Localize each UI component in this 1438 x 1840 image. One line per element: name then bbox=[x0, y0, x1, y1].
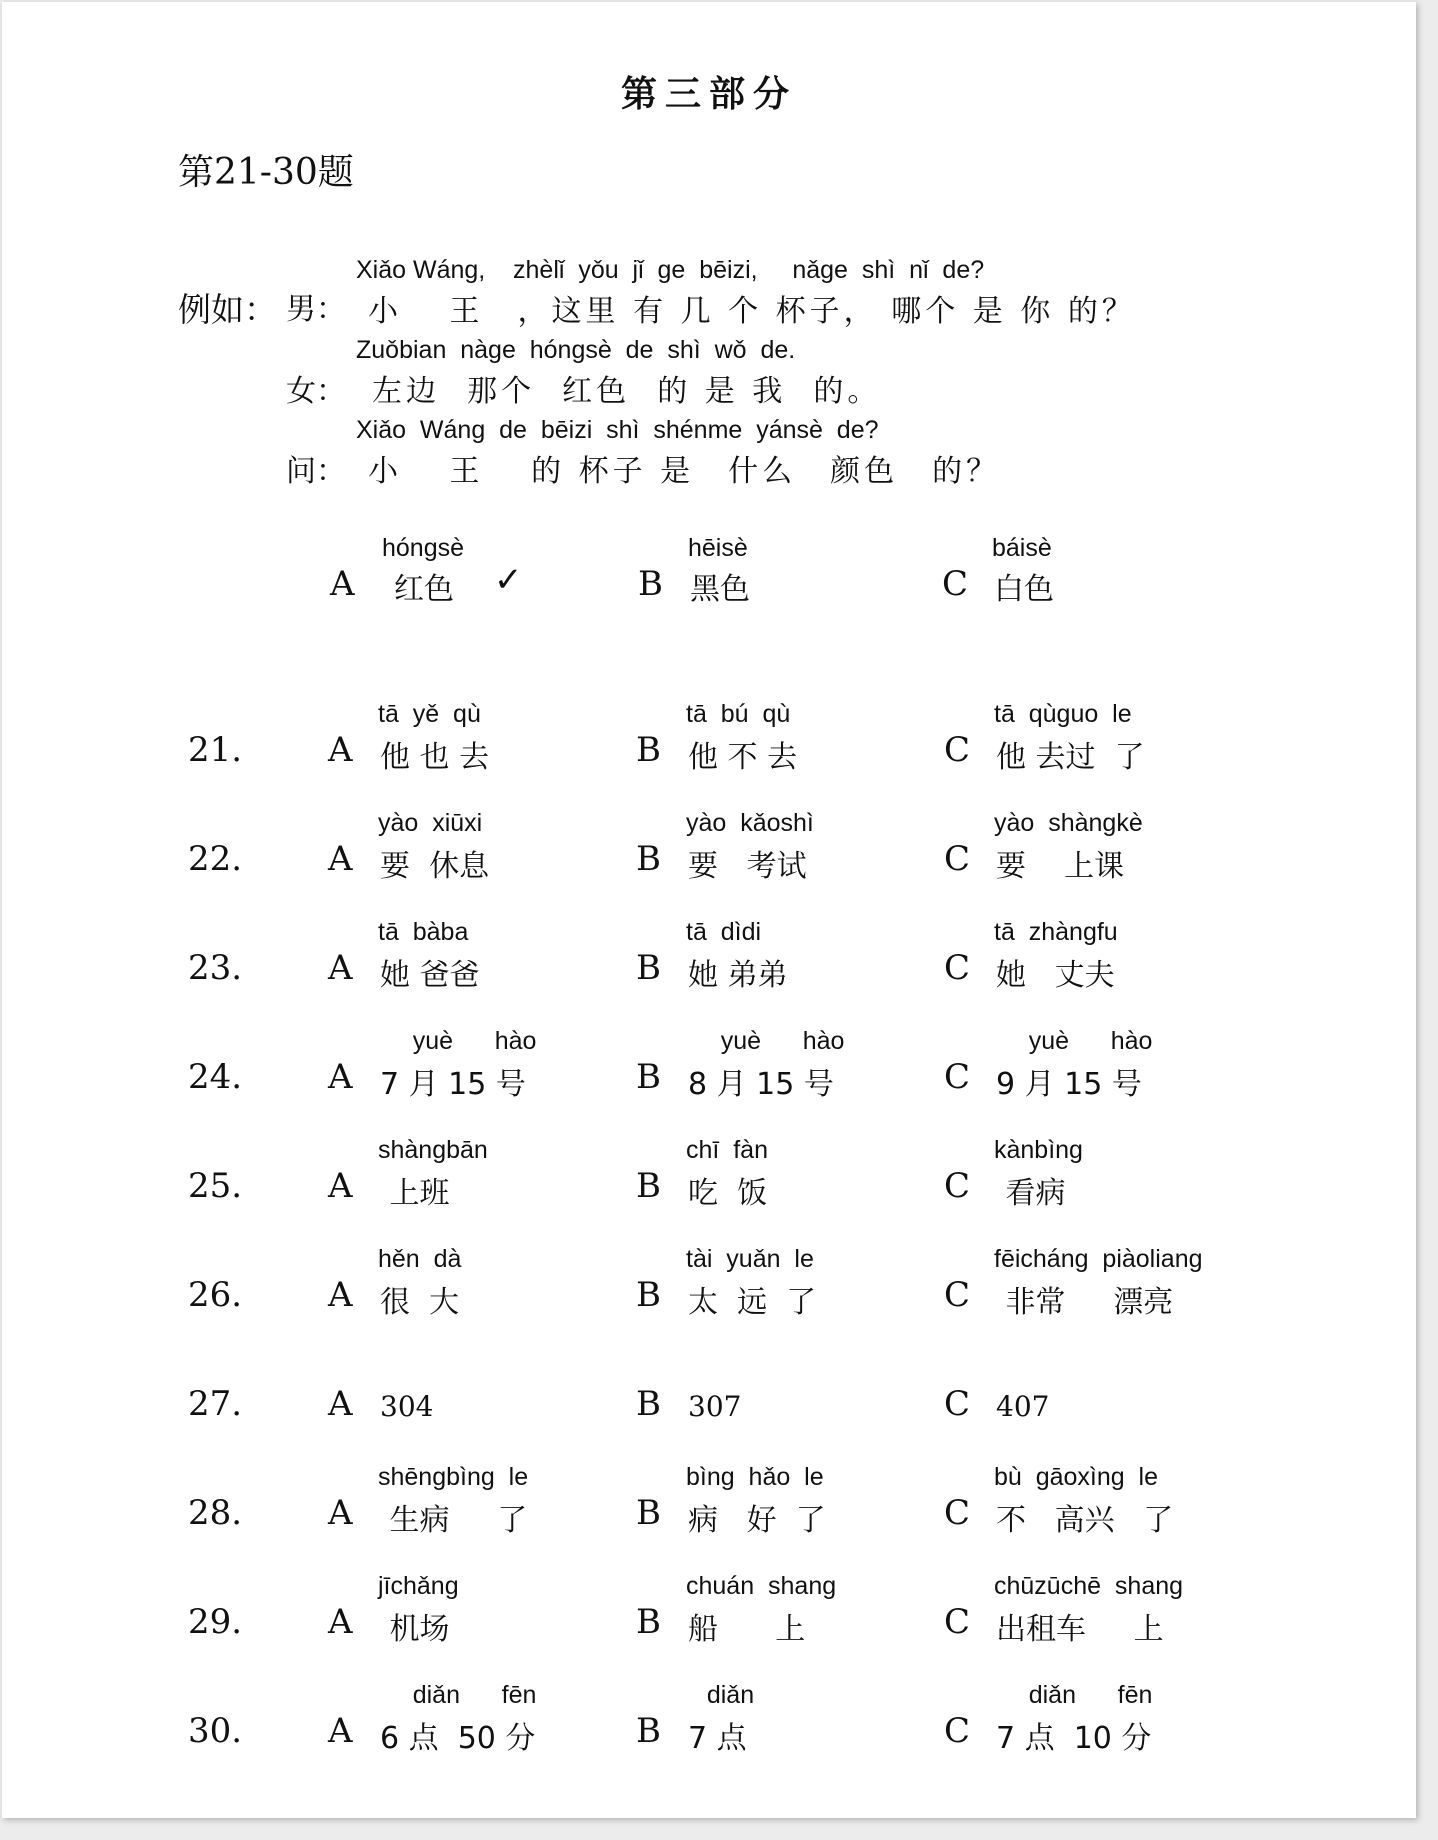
option-pinyin: tā bàba bbox=[378, 918, 469, 946]
option-text: 要 休息 bbox=[380, 849, 490, 884]
option-letter: A bbox=[328, 1275, 353, 1315]
example-question-speaker: 问： bbox=[286, 454, 346, 489]
option-pinyin: tài yuǎn le bbox=[686, 1245, 814, 1273]
option-text: 7 点 10 分 bbox=[996, 1721, 1152, 1756]
option-text: 8 月 15 号 bbox=[688, 1067, 834, 1102]
option-text: 他 不 去 bbox=[688, 740, 798, 775]
option-text: 407 bbox=[996, 1390, 1050, 1423]
example-label: 例如： bbox=[178, 290, 277, 329]
option-letter: A bbox=[328, 1166, 353, 1206]
example-woman-hanzi: 左边 那个 红色 的 是 我 的。 bbox=[372, 374, 882, 409]
option-text: 上班 bbox=[380, 1176, 450, 1211]
option-text: 太 远 了 bbox=[688, 1285, 817, 1320]
question-number: 29. bbox=[188, 1602, 243, 1642]
option-text: 出租车 上 bbox=[996, 1612, 1164, 1647]
option-pinyin: tā bú qù bbox=[686, 700, 791, 728]
example-option-c-hanzi: 白色 bbox=[994, 572, 1054, 607]
option-letter: A bbox=[328, 730, 353, 770]
option-text: 生病 了 bbox=[380, 1503, 528, 1538]
option-letter: C bbox=[944, 1057, 971, 1097]
question-number: 25. bbox=[188, 1166, 243, 1206]
example-option-b-pinyin: hēisè bbox=[688, 534, 748, 562]
check-mark-icon: ✓ bbox=[494, 560, 523, 600]
option-letter: B bbox=[636, 1711, 661, 1751]
option-pinyin: yuè hào bbox=[378, 1027, 537, 1055]
example-man-hanzi: 小 王 ，这里 有 几 个 杯子， 哪个 是 你 的？ bbox=[368, 294, 1136, 329]
option-pinyin: tā dìdi bbox=[686, 918, 762, 946]
option-pinyin: chūzūchē shang bbox=[994, 1572, 1184, 1600]
example-option-a-letter: A bbox=[330, 564, 355, 604]
option-pinyin: diǎn bbox=[686, 1681, 755, 1709]
example-option-b-letter: B bbox=[638, 564, 663, 604]
option-text: 他 去过 了 bbox=[996, 740, 1145, 775]
option-text: 不 高兴 了 bbox=[996, 1503, 1174, 1538]
question-range: 第21-30题 bbox=[178, 152, 354, 193]
question-number: 30. bbox=[188, 1711, 243, 1751]
option-letter: B bbox=[636, 839, 661, 879]
option-pinyin: diǎn fēn bbox=[994, 1681, 1153, 1709]
option-pinyin: bù gāoxìng le bbox=[994, 1463, 1159, 1491]
option-pinyin: fēicháng piàoliang bbox=[994, 1245, 1203, 1273]
option-letter: A bbox=[328, 1711, 353, 1751]
section-title: 第三部分 bbox=[620, 74, 797, 115]
option-text: 吃 饭 bbox=[688, 1176, 768, 1211]
option-pinyin: jīchǎng bbox=[378, 1572, 459, 1600]
option-letter: B bbox=[636, 1493, 661, 1533]
option-text: 9 月 15 号 bbox=[996, 1067, 1142, 1102]
option-letter: C bbox=[944, 1711, 971, 1751]
option-letter: B bbox=[636, 1166, 661, 1206]
example-option-a-pinyin: hóngsè bbox=[382, 534, 465, 562]
example-woman-speaker: 女： bbox=[286, 374, 346, 409]
option-letter: C bbox=[944, 730, 971, 770]
option-text: 他 也 去 bbox=[380, 740, 490, 775]
option-text: 7 点 bbox=[688, 1721, 747, 1756]
example-question-pinyin: Xiǎo Wáng de bēizi shì shénme yánsè de? bbox=[356, 416, 879, 444]
option-pinyin: shàngbān bbox=[378, 1136, 488, 1164]
example-question-hanzi: 小 王 的 杯子 是 什么 颜色 的？ bbox=[368, 454, 1001, 489]
example-woman-pinyin: Zuǒbian nàge hóngsè de shì wǒ de. bbox=[356, 336, 796, 364]
option-pinyin: kànbìng bbox=[994, 1136, 1083, 1164]
option-text: 她 爸爸 bbox=[380, 958, 480, 993]
option-pinyin: tā zhàngfu bbox=[994, 918, 1118, 946]
question-number: 27. bbox=[188, 1384, 243, 1424]
option-pinyin: chuán shang bbox=[686, 1572, 837, 1600]
option-letter: C bbox=[944, 948, 971, 988]
option-text: 很 大 bbox=[380, 1285, 460, 1320]
example-option-c-pinyin: báisè bbox=[992, 534, 1052, 562]
option-pinyin: chī fàn bbox=[686, 1136, 768, 1164]
option-text: 机场 bbox=[380, 1612, 450, 1647]
option-text: 看病 bbox=[996, 1176, 1066, 1211]
option-pinyin: yào xiūxi bbox=[378, 809, 483, 837]
option-letter: C bbox=[944, 1275, 971, 1315]
option-letter: B bbox=[636, 948, 661, 988]
option-pinyin: yào kǎoshì bbox=[686, 809, 814, 837]
option-text: 要 考试 bbox=[688, 849, 807, 884]
option-letter: C bbox=[944, 1602, 971, 1642]
option-text: 要 上课 bbox=[996, 849, 1125, 884]
example-option-b-hanzi: 黑色 bbox=[690, 572, 750, 607]
question-number: 24. bbox=[188, 1057, 243, 1097]
question-number: 22. bbox=[188, 839, 243, 879]
option-letter: B bbox=[636, 1384, 661, 1424]
option-letter: A bbox=[328, 948, 353, 988]
option-letter: B bbox=[636, 1275, 661, 1315]
option-text: 船 上 bbox=[688, 1612, 806, 1647]
option-pinyin: diǎn fēn bbox=[378, 1681, 537, 1709]
option-letter: C bbox=[944, 1493, 971, 1533]
example-man-pinyin: Xiǎo Wáng, zhèlǐ yǒu jǐ ge bēizi, nǎge shì nǐ de? bbox=[356, 256, 985, 284]
option-letter: C bbox=[944, 839, 971, 879]
option-pinyin: bìng hǎo le bbox=[686, 1463, 824, 1491]
option-pinyin: shēngbìng le bbox=[378, 1463, 529, 1491]
option-letter: B bbox=[636, 1057, 661, 1097]
question-number: 26. bbox=[188, 1275, 243, 1315]
option-text: 病 好 了 bbox=[688, 1503, 826, 1538]
option-letter: A bbox=[328, 1057, 353, 1097]
question-number: 21. bbox=[188, 730, 243, 770]
option-pinyin: yuè hào bbox=[994, 1027, 1153, 1055]
option-letter: B bbox=[636, 1602, 661, 1642]
option-text: 非常 漂亮 bbox=[996, 1285, 1174, 1320]
option-text: 她 弟弟 bbox=[688, 958, 788, 993]
option-letter: A bbox=[328, 1602, 353, 1642]
option-letter: C bbox=[944, 1166, 971, 1206]
question-number: 23. bbox=[188, 948, 243, 988]
example-option-a-hanzi: 红色 bbox=[394, 572, 454, 607]
option-pinyin: yuè hào bbox=[686, 1027, 845, 1055]
exam-page bbox=[2, 2, 1416, 1818]
option-text: 7 月 15 号 bbox=[380, 1067, 526, 1102]
option-pinyin: tā yě qù bbox=[378, 700, 481, 728]
example-option-c-letter: C bbox=[942, 564, 969, 604]
example-man-speaker: 男： bbox=[286, 292, 346, 327]
option-letter: A bbox=[328, 1493, 353, 1533]
option-letter: C bbox=[944, 1384, 971, 1424]
option-text: 她 丈夫 bbox=[996, 958, 1115, 993]
option-text: 304 bbox=[380, 1390, 434, 1423]
option-letter: B bbox=[636, 730, 661, 770]
option-letter: A bbox=[328, 839, 353, 879]
option-pinyin: yào shàngkè bbox=[994, 809, 1143, 837]
option-pinyin: hěn dà bbox=[378, 1245, 462, 1273]
question-number: 28. bbox=[188, 1493, 243, 1533]
option-text: 307 bbox=[688, 1390, 742, 1423]
option-letter: A bbox=[328, 1384, 353, 1424]
option-pinyin: tā qùguo le bbox=[994, 700, 1132, 728]
option-text: 6 点 50 分 bbox=[380, 1721, 536, 1756]
